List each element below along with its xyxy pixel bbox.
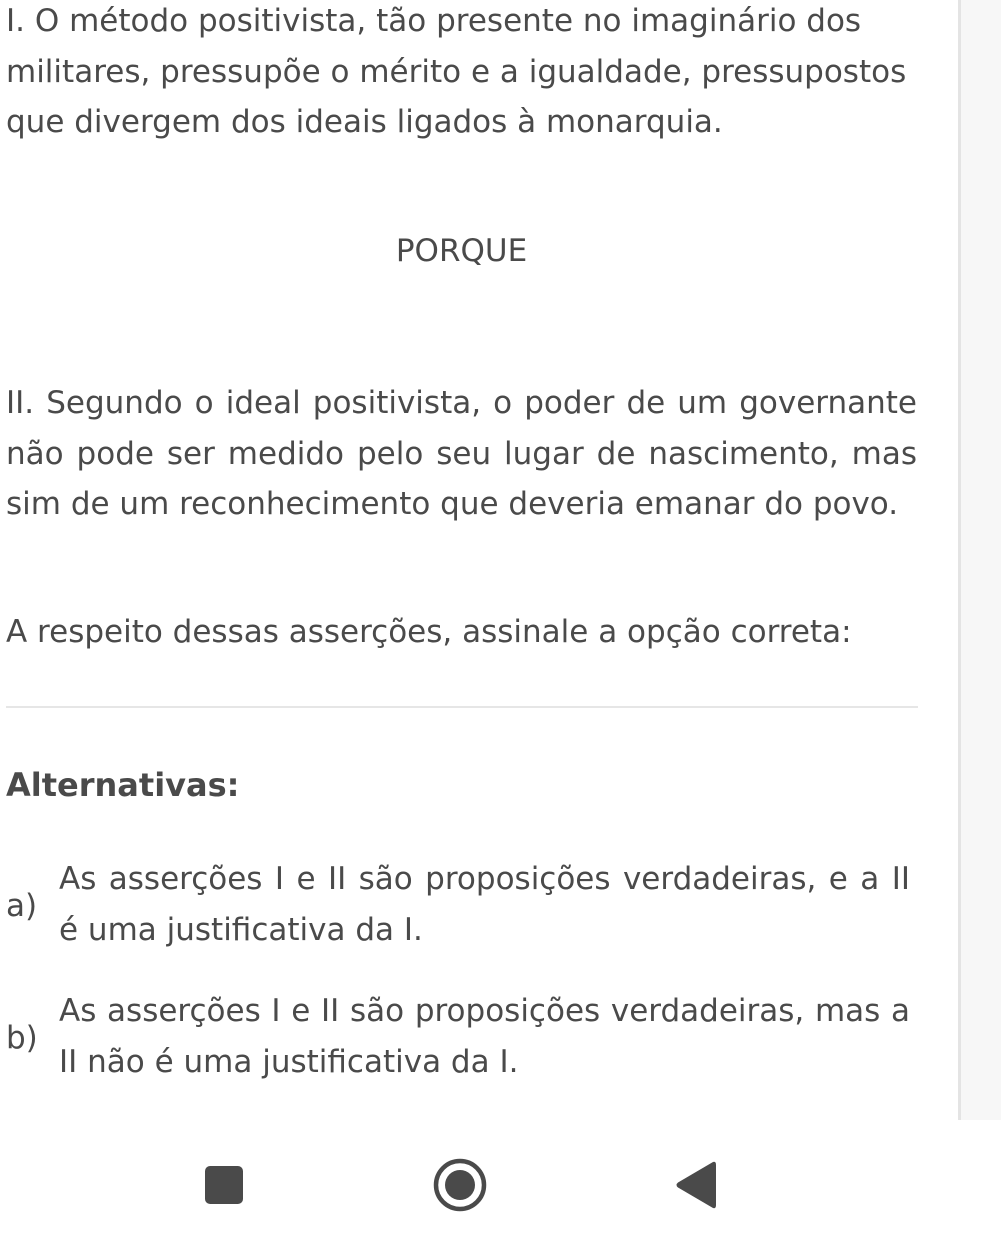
option-text: As asserções I e II são proposições verdadeiras, e a II é uma justificativa da I.: [59, 861, 910, 948]
recents-button[interactable]: [164, 1120, 284, 1250]
back-button[interactable]: [636, 1120, 756, 1250]
assertion-i: I. O método positivista, tão presente no imaginário dos militares, pressupõe o mérito e a igualdade, pressupostos que divergem dos ideais ligados à monarquia.: [6, 3, 907, 140]
system-navigation-bar: [0, 1120, 1001, 1250]
divider: [6, 706, 918, 708]
recents-icon: [204, 1165, 244, 1205]
back-icon: [674, 1160, 718, 1210]
option-a[interactable]: [6, 854, 910, 958]
option-letter: a): [6, 888, 38, 924]
home-icon: [432, 1157, 488, 1213]
option-text: As asserções I e II são proposições verdadeiras, mas a II não é uma justificativa da I.: [59, 993, 910, 1080]
alternatives-heading: Alternativas:: [6, 766, 240, 804]
home-button[interactable]: [400, 1120, 520, 1250]
question-prompt: A respeito dessas asserções, assinale a opção correta:: [6, 614, 852, 650]
connector-porque: PORQUE: [395, 233, 528, 269]
option-b[interactable]: [6, 986, 910, 1090]
assertion-ii: II. Segundo o ideal positivista, o poder de um governante não pode ser medido pelo seu lugar de nascimento, mas sim de um reconhecimento que deveria emanar do povo.: [6, 385, 917, 522]
scroll-track: [958, 0, 1001, 1120]
option-letter: b): [6, 1020, 38, 1056]
